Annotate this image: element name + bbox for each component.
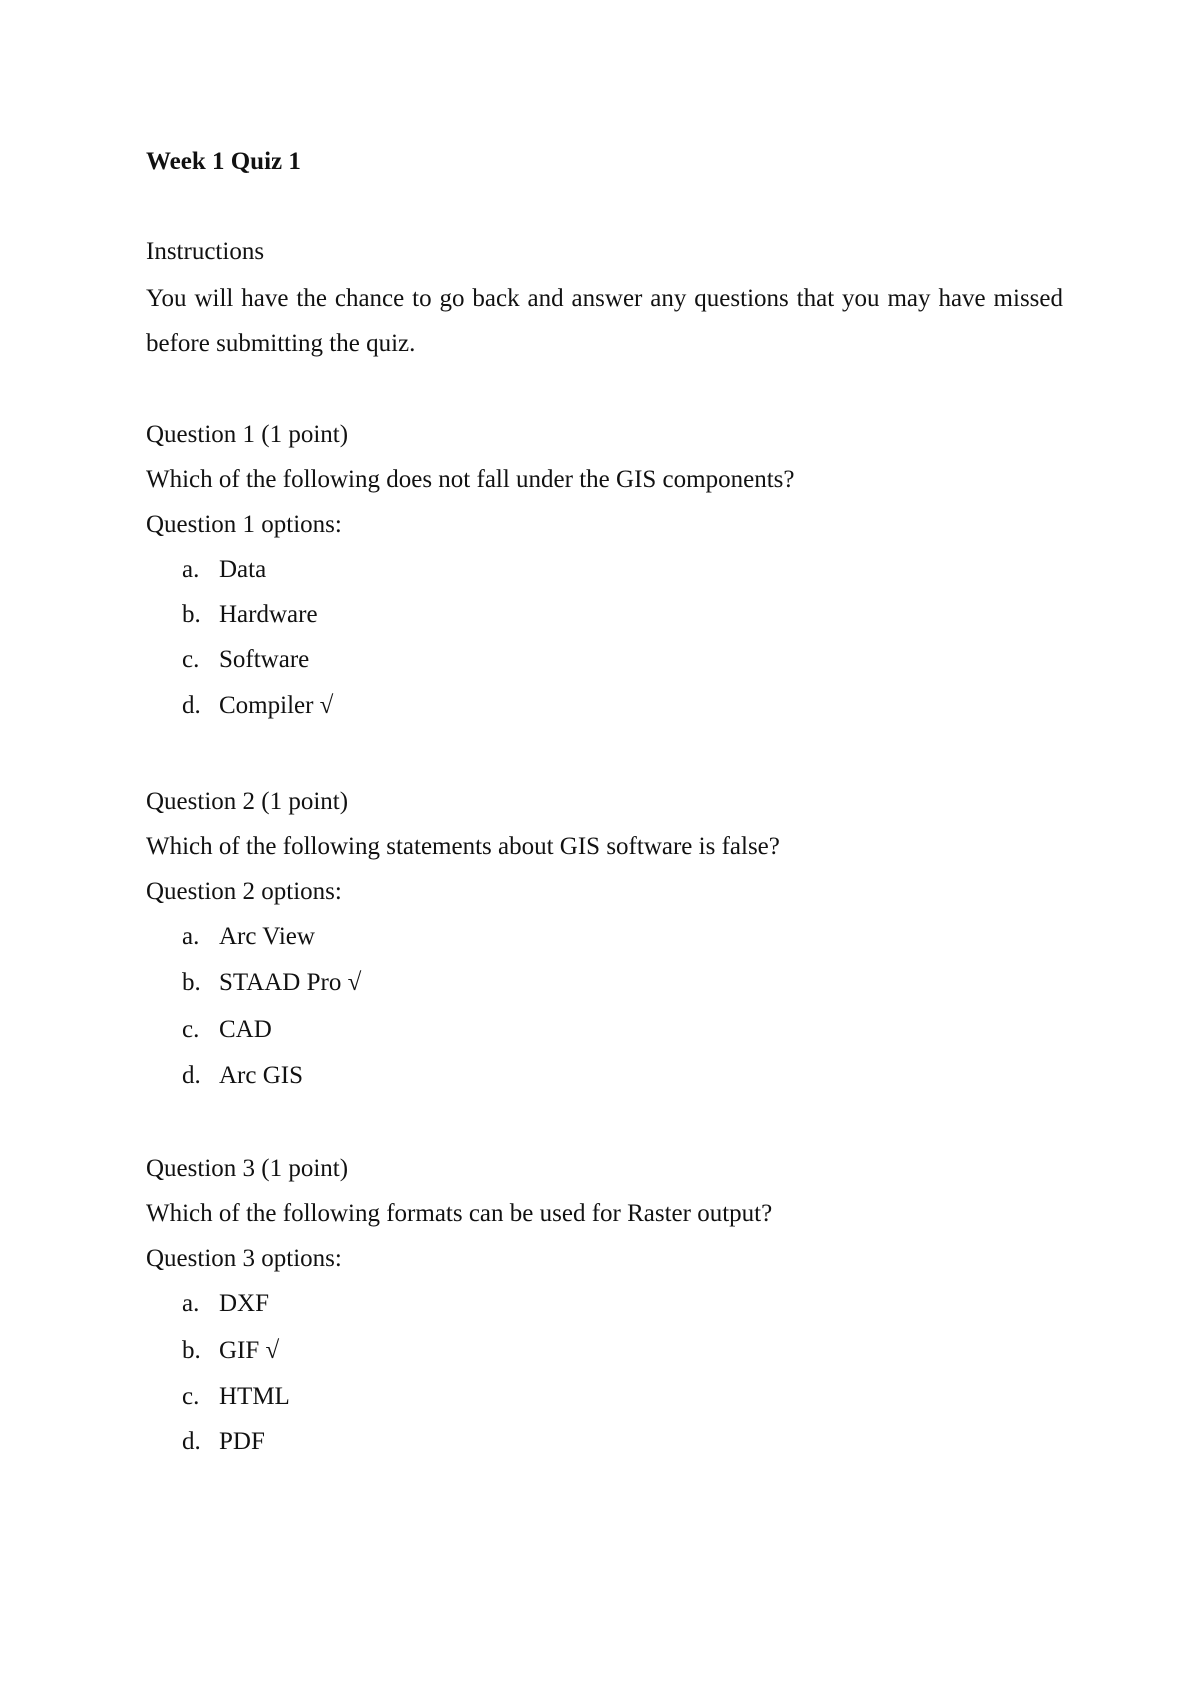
option-letter: a. — [182, 556, 200, 583]
question-2-option-c — [182, 1013, 272, 1047]
question-1-prompt: Which of the following does not fall under the GIS components? — [146, 466, 795, 493]
option-letter: c. — [182, 1383, 200, 1410]
page-title: Week 1 Quiz 1 — [146, 148, 301, 175]
question-1-header: Question 1 (1 point) — [146, 421, 349, 448]
question-2-option-d — [182, 1059, 303, 1093]
option-text: Arc View — [219, 923, 315, 950]
question-3-options-label: Question 3 options: — [146, 1245, 342, 1272]
question-1-option-a — [182, 553, 266, 587]
option-text: Data — [219, 556, 267, 583]
option-letter: a. — [182, 1290, 200, 1317]
option-text: CAD — [219, 1016, 272, 1043]
question-2-option-a — [182, 920, 315, 954]
option-text: Hardware — [219, 601, 318, 628]
question-3-option-b — [182, 1334, 279, 1368]
option-text: Software — [219, 646, 310, 673]
question-1-option-d — [182, 689, 333, 723]
question-1-option-c — [182, 643, 309, 677]
question-3-option-d — [182, 1425, 265, 1459]
question-3-option-a — [182, 1287, 269, 1321]
option-text: PDF — [219, 1428, 265, 1455]
option-letter: b. — [182, 1337, 201, 1364]
option-letter: b. — [182, 601, 201, 628]
option-text: DXF — [219, 1290, 270, 1317]
question-2-header: Question 2 (1 point) — [146, 788, 349, 815]
question-3-prompt: Which of the following formats can be used for Raster output? — [146, 1200, 773, 1227]
question-3-option-c — [182, 1380, 290, 1414]
option-letter: c. — [182, 646, 200, 673]
option-text: STAAD Pro √ — [219, 969, 362, 996]
question-1-options-label: Question 1 options: — [146, 511, 342, 538]
option-text: Compiler √ — [219, 692, 334, 719]
instructions-heading: Instructions — [146, 238, 265, 265]
question-1-option-b — [182, 598, 318, 632]
option-text: GIF √ — [219, 1337, 280, 1364]
question-2-prompt: Which of the following statements about GIS software is false? — [146, 833, 780, 860]
instructions-text: You will have the chance to go back and answer any questions that you may have missed before submitting the quiz. — [146, 285, 1063, 357]
question-2-option-b — [182, 966, 361, 1000]
option-letter: b. — [182, 969, 201, 996]
option-letter: d. — [182, 692, 201, 719]
question-2-options-label: Question 2 options: — [146, 878, 342, 905]
option-letter: a. — [182, 923, 200, 950]
option-letter: d. — [182, 1428, 201, 1455]
option-letter: c. — [182, 1016, 200, 1043]
option-text: Arc GIS — [219, 1062, 304, 1089]
option-text: HTML — [219, 1383, 290, 1410]
option-letter: d. — [182, 1062, 201, 1089]
question-3-header: Question 3 (1 point) — [146, 1155, 349, 1182]
